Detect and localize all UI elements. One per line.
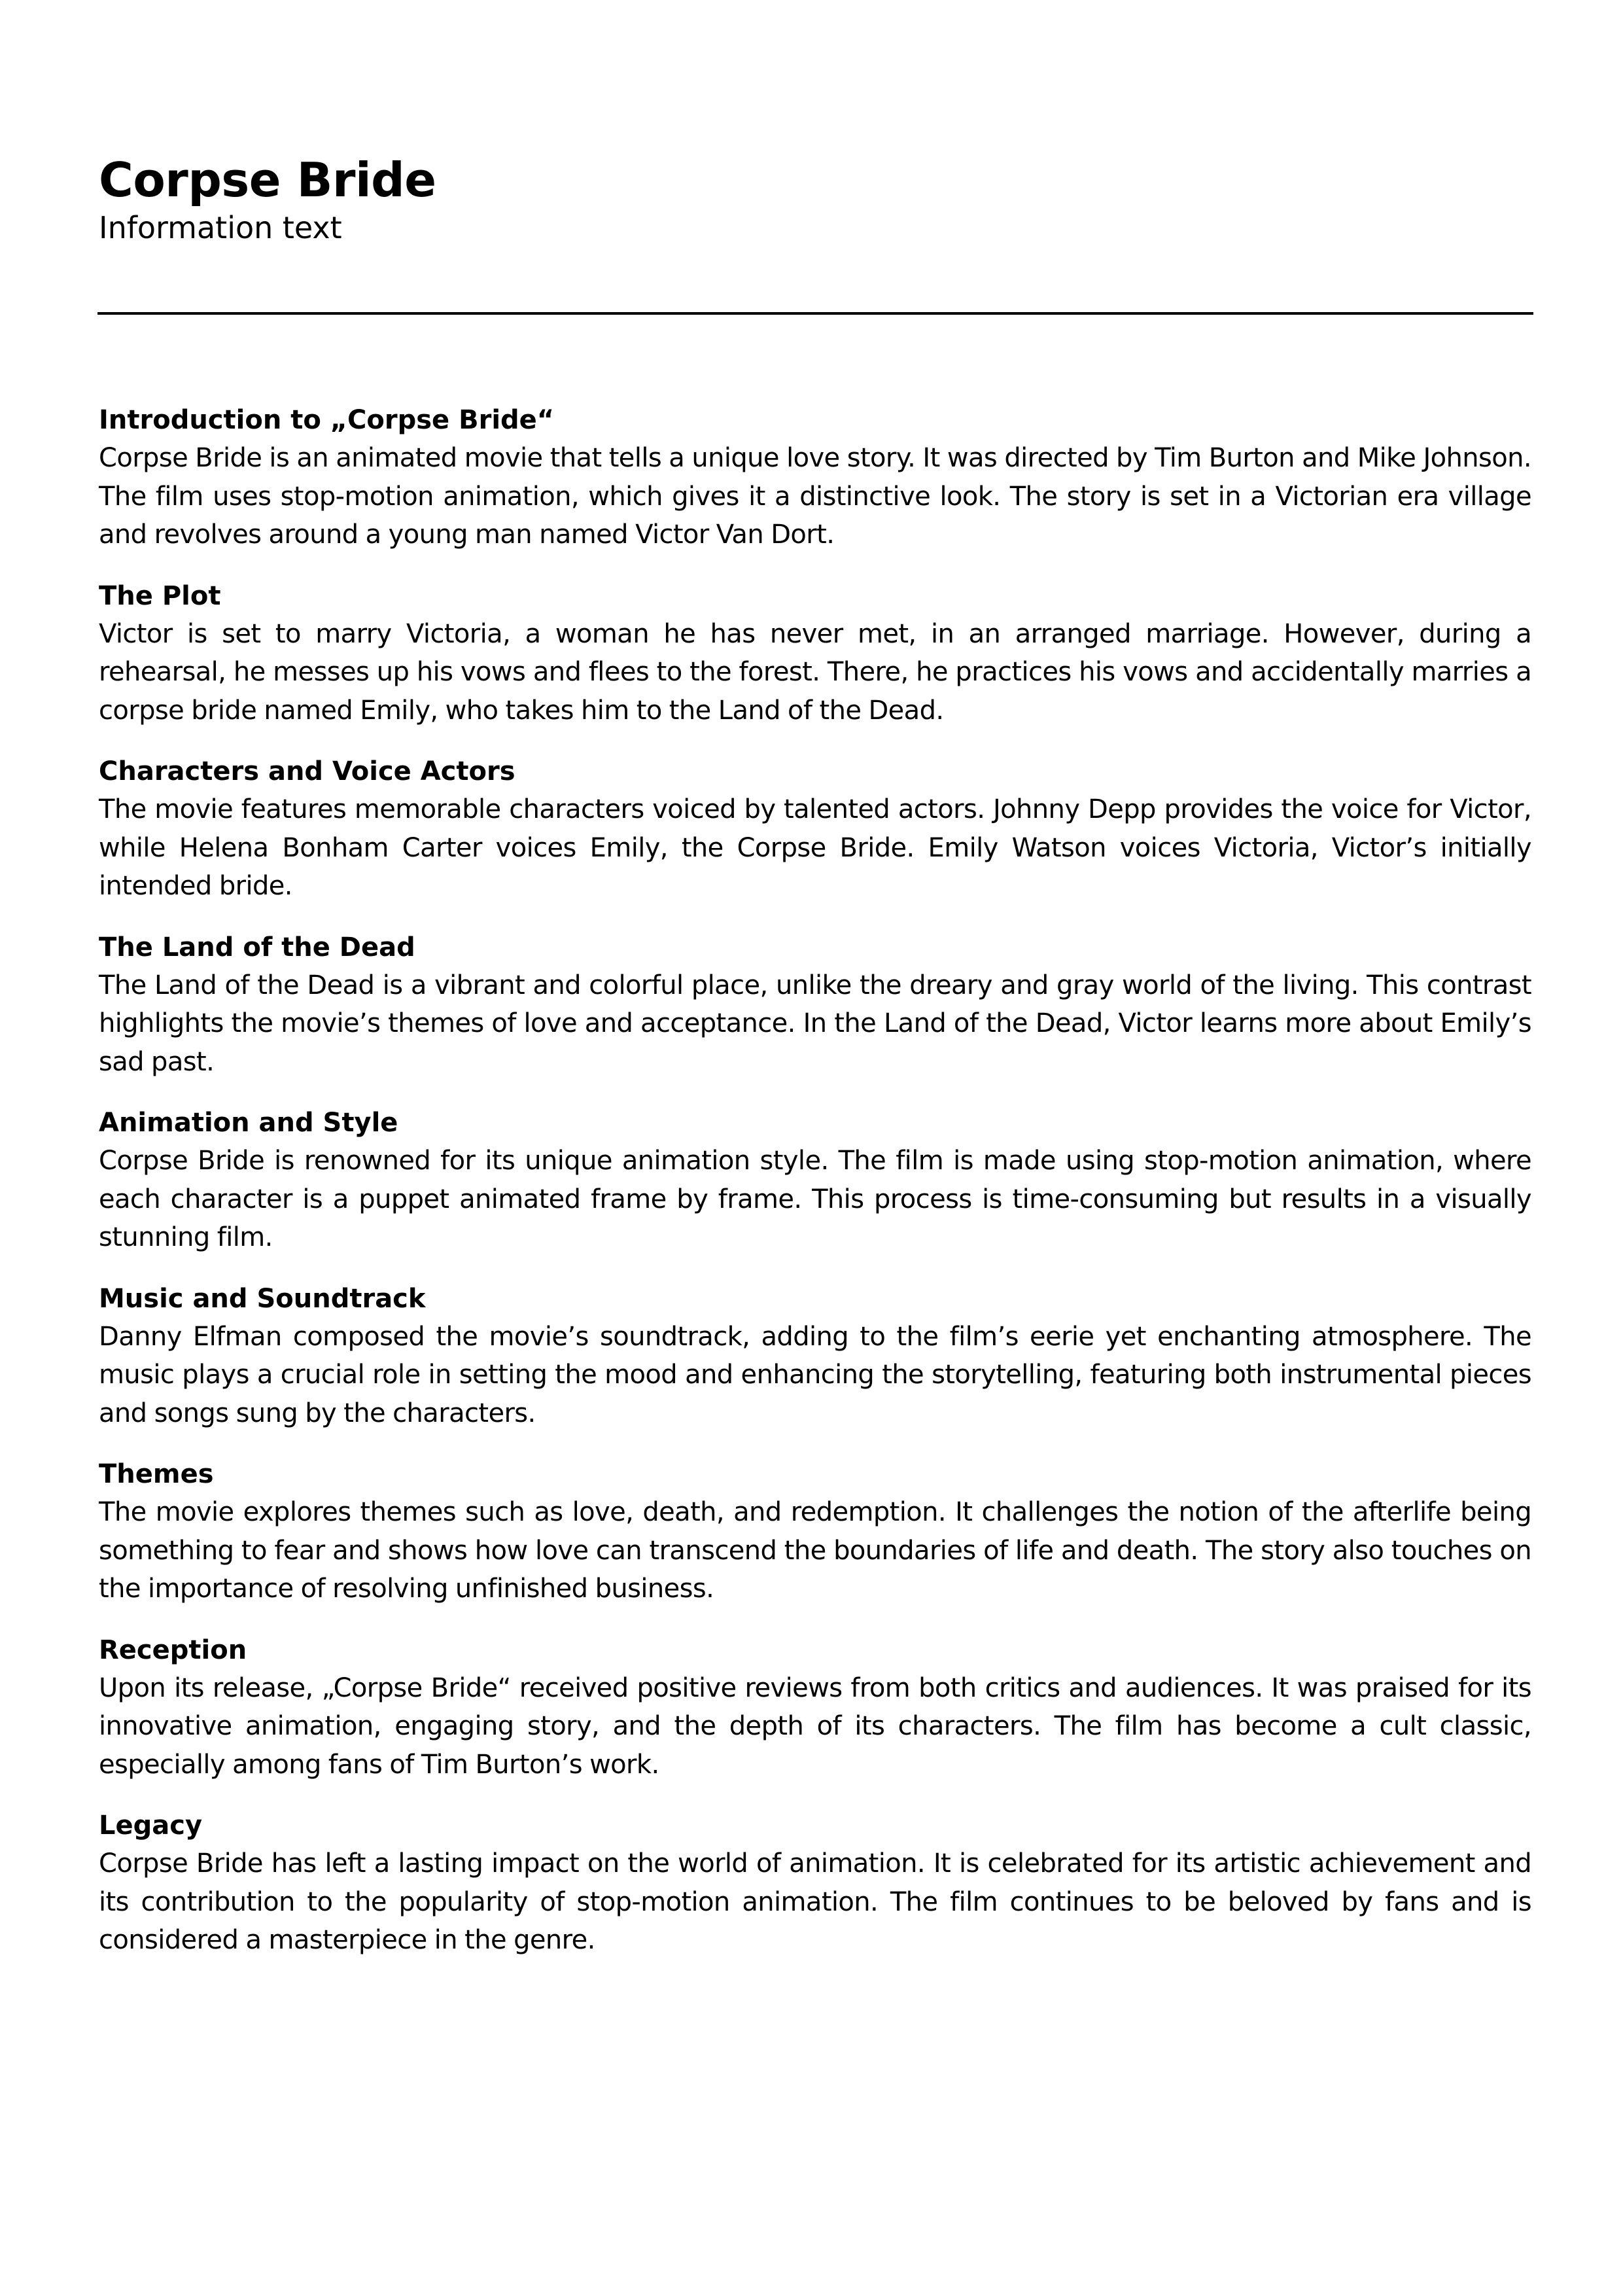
document-content [99,401,1531,1983]
section-heading: Characters and Voice Actors [99,756,515,786]
section-heading: The Land of the Dead [99,932,415,963]
section-reception [99,1631,1531,1784]
section-heading: Music and Soundtrack [99,1283,426,1314]
section-paragraph: Corpse Bride has left a lasting impact on the world of animation. It is celebrated for its artistic achievement and its contribution to the popularity of stop-motion animation. The film continues to be beloved by fans and is considered a masterpiece in the genre. [99,1848,1531,1955]
section-paragraph: Corpse Bride is an animated movie that tells a unique love story. It was directed by Tim Burton and Mike Johnson. The film uses stop-motion animation, which gives it a distinctive look. The story is set in a Victorian era village and revolves around a young man named Victor Van Dort. [99,443,1531,550]
section-heading: Legacy [99,1810,203,1841]
section-animation-style [99,1104,1531,1257]
header-divider [97,312,1533,315]
section-heading: Reception [99,1634,247,1665]
section-paragraph: The Land of the Dead is a vibrant and colorful place, unlike the dreary and gray world of the living. This contrast highlights the movie’s themes of love and acceptance. In the Land of the Dead, Victor learns more about Emily’s sad past. [99,970,1531,1077]
section-characters [99,752,1531,906]
section-heading: Introduction to „Corpse Bride“ [99,405,555,435]
section-plot [99,577,1531,730]
document-header [99,154,1531,246]
section-paragraph: Victor is set to marry Victoria, a woman he has never met, in an arranged marriage. However, during a rehearsal, he messes up his vows and flees to the forest. There, he practices his vows and accidentally marries a corpse bride named Emily, who takes him to the Land of the Dead. [99,618,1531,726]
section-heading: Animation and Style [99,1108,398,1138]
section-paragraph: The movie explores themes such as love, death, and redemption. It challenges the notion of the afterlife being something to fear and shows how love can transcend the boundaries of life and death. The story also touches on the importance of resolving unfinished business. [99,1497,1531,1604]
section-paragraph: Danny Elfman composed the movie’s soundtrack, adding to the film’s eerie yet enchanting atmosphere. The music plays a crucial role in setting the mood and enhancing the storytelling, featuring both instrumental pieces and songs sung by the characters. [99,1321,1531,1428]
section-paragraph: The movie features memorable characters voiced by talented actors. Johnny Depp provides the voice for Victor, while Helena Bonham Carter voices Emily, the Corpse Bride. Emily Watson voices Victoria, Victor’s initially intended bride. [99,794,1531,901]
section-paragraph: Corpse Bride is renowned for its unique animation style. The film is made using stop-motion animation, where each character is a puppet animated frame by frame. This process is time-consuming but results in a visually stunning film. [99,1146,1531,1252]
section-legacy [99,1807,1531,1960]
section-heading: Themes [99,1459,214,1489]
document-title: Corpse Bride [99,152,436,207]
section-heading: The Plot [99,580,221,611]
section-paragraph: Upon its release, „Corpse Bride“ received positive reviews from both critics and audiences. It was praised for its innovative animation, engaging story, and the depth of its characters. The film has become a cult classic, especially among fans of Tim Burton’s work. [99,1672,1531,1780]
section-introduction [99,401,1531,554]
section-themes [99,1455,1531,1608]
section-music-soundtrack [99,1280,1531,1433]
document-subtitle: Information text [99,210,342,246]
section-land-of-the-dead [99,928,1531,1082]
